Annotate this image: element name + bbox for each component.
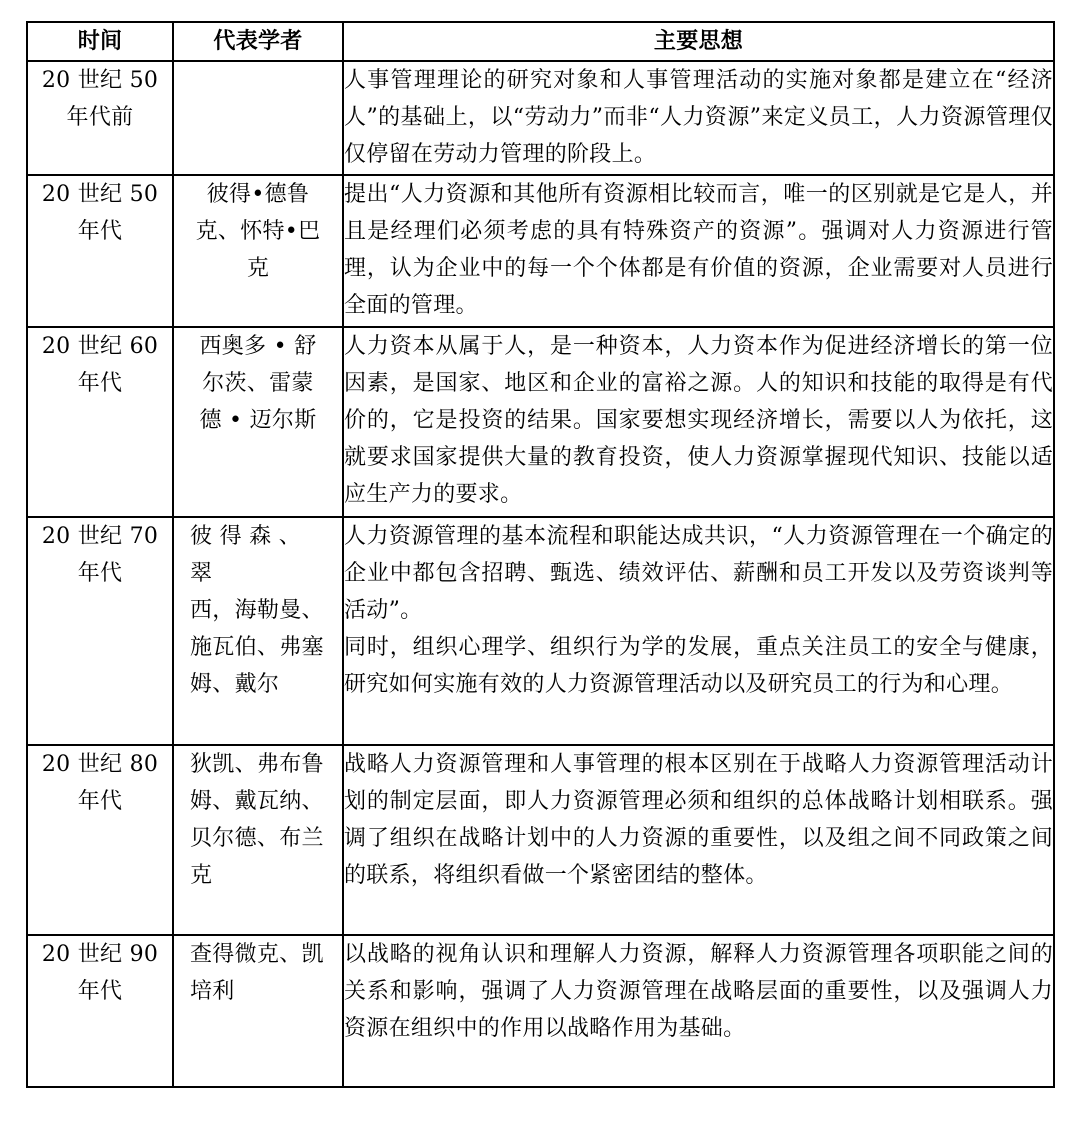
time-line: 年代: [77, 789, 123, 814]
scholar-line: 贝尔德、布兰: [190, 826, 324, 851]
time-cell: [27, 935, 173, 1087]
scholar-line: 培利: [190, 979, 235, 1004]
scholar-cell: [173, 745, 343, 935]
time-cell: [27, 61, 173, 175]
idea-cell: [343, 935, 1054, 1087]
idea-cell: [343, 745, 1054, 935]
header-row: [27, 22, 1054, 61]
scholar-line: 姆、戴瓦纳、: [190, 789, 324, 814]
table-row: [27, 327, 1054, 517]
idea-cell: [343, 327, 1054, 517]
idea-paragraph: 人力资源管理的基本流程和职能达成共识，“人力资源管理在一个确定的企业中都包含招聘、甄选、绩效评估、薪酬和员工开发以及劳资谈判等活动”。: [344, 524, 1053, 623]
hrm-history-table: [26, 21, 1055, 1088]
scholar-line: 尔茨、雷蒙: [202, 371, 314, 396]
header-time: 时间: [27, 22, 173, 61]
time-line: 年代: [77, 371, 123, 396]
time-line: 年代: [77, 979, 123, 1004]
time-cell: [27, 327, 173, 517]
table-row: [27, 175, 1054, 327]
scholar-line: 克: [246, 256, 270, 281]
idea-paragraph: 战略人力资源管理和人事管理的根本区别在于战略人力资源管理活动计划的制定层面，即人力资源管理必须和组织的总体战略计划相联系。强调了组织在战略计划中的人力资源的重要性，以及组之间不同政策之间的联系，将组织看做一个紧密团结的整体。: [344, 752, 1053, 888]
time-line: 年代: [77, 561, 123, 586]
header-ideas: 主要思想: [343, 22, 1054, 61]
scholar-line: 西奥多 • 舒: [199, 334, 317, 359]
idea-cell: [343, 61, 1054, 175]
table-row: [27, 935, 1054, 1087]
scholar-line: 姆、戴尔: [190, 672, 280, 697]
idea-paragraph: 同时，组织心理学、组织行为学的发展，重点关注员工的安全与健康，研究如何实施有效的人力资源管理活动以及研究员工的行为和心理。: [344, 635, 1053, 697]
idea-paragraph: 以战略的视角认识和理解人力资源，解释人力资源管理各项职能之间的关系和影响，强调了人力资源管理在战略层面的重要性，以及强调人力资源在组织中的作用以战略作用为基础。: [344, 942, 1053, 1041]
time-cell: [27, 517, 173, 745]
scholar-line: 查得微克、凯: [190, 942, 324, 967]
time-cell: [27, 745, 173, 935]
scholar-line: 施瓦伯、弗塞: [190, 635, 324, 660]
idea-paragraph: 提出“人力资源和其他所有资源相比较而言，唯一的区别就是它是人，并且是经理们必须考虑的具有特殊资产的资源”。强调对人力资源进行管理，认为企业中的每一个个体都是有价值的资源，企业需要对人员进行全面的管理。: [344, 182, 1053, 318]
table-row: [27, 517, 1054, 745]
time-line: 20 世纪 90: [41, 942, 159, 967]
table-row: [27, 745, 1054, 935]
idea-cell: [343, 517, 1054, 745]
scholar-line: 克: [190, 863, 213, 888]
time-line: 20 世纪 50: [41, 68, 159, 93]
table-row: [27, 61, 1054, 175]
scholar-cell: [173, 61, 343, 175]
time-line: 年代: [77, 219, 123, 244]
header-scholars: 代表学者: [173, 22, 343, 61]
scholar-cell: [173, 935, 343, 1087]
scholar-cell: [173, 327, 343, 517]
scholar-line: 狄凯、弗布鲁: [190, 752, 324, 777]
idea-paragraph: 人力资本从属于人，是一种资本，人力资本作为促进经济增长的第一位因素，是国家、地区和企业的富裕之源。人的知识和技能的取得是有代价的，它是投资的结果。国家要想实现经济增长，需要以人为依托，这就要求国家提供大量的教育投资，使人力资源掌握现代知识、技能以适应生产力的要求。: [344, 334, 1053, 507]
scholar-line: 克、怀特•巴: [195, 219, 321, 244]
scholar-line: 德 • 迈尔斯: [199, 408, 317, 433]
time-line: 20 世纪 80: [41, 752, 159, 777]
scholar-line: 彼得•德鲁: [206, 182, 310, 207]
time-line: 20 世纪 50: [41, 182, 159, 207]
idea-paragraph: 人事管理理论的研究对象和人事管理活动的实施对象都是建立在“经济人”的基础上，以“劳动力”而非“人力资源”来定义员工，人力资源管理仅仅停留在劳动力管理的阶段上。: [344, 68, 1053, 167]
time-line: 20 世纪 70: [41, 524, 159, 549]
scholar-line: 西，海勒曼、: [190, 598, 324, 623]
time-line: 年代前: [66, 105, 134, 130]
idea-cell: [343, 175, 1054, 327]
scholar-cell: [173, 175, 343, 327]
time-line: 20 世纪 60: [41, 334, 159, 359]
scholar-line: 彼 得 森 、 翠: [190, 524, 302, 586]
time-cell: [27, 175, 173, 327]
scholar-cell: [173, 517, 343, 745]
